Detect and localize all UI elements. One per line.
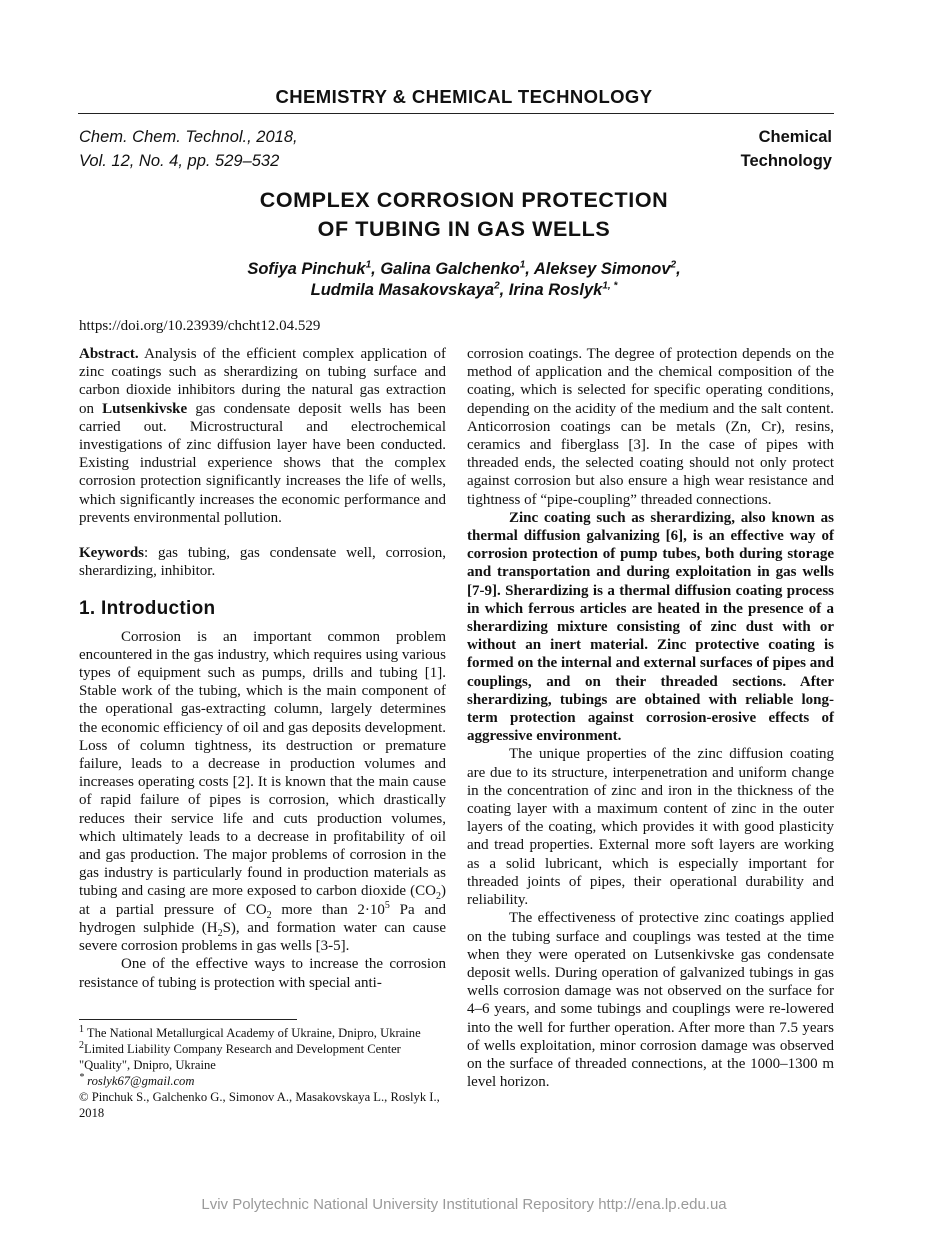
author-affiliation-mark: 1: [519, 259, 526, 271]
author-affiliation-mark: 2: [494, 280, 500, 292]
article-title-line-1: COMPLEX CORROSION PROTECTION: [259, 188, 669, 212]
body-text: more than 2·10: [271, 901, 385, 918]
author-affiliation-mark: 2: [670, 259, 677, 271]
author-line-1: [0, 259, 928, 280]
subscript: 2: [266, 909, 272, 921]
author-affiliation-mark: 1: [365, 259, 372, 271]
journal-section-line-2: Technology: [740, 152, 832, 170]
author-separator: ,: [525, 260, 534, 278]
footnote-copyright: © Pinchuk S., Galchenko G., Simonov A., Masakovskaya L., Roslyk I., 2018: [79, 1090, 440, 1120]
footnote-mark: 2: [79, 1039, 84, 1051]
abstract-paragraph: [79, 345, 446, 527]
author-affiliation-mark: 1, *: [602, 280, 618, 292]
footnote-affiliation-2: [79, 1041, 449, 1057]
author-name: Sofiya Pinchuk: [247, 260, 366, 278]
body-text: Pa and hydrogen sulphide (H: [79, 901, 446, 936]
author-line-2: [0, 280, 928, 301]
footnote-text: The National Metallurgical Academy of Ukraine, Dnipro, Ukraine: [84, 1026, 421, 1040]
keywords-label: Keywords: [79, 545, 144, 562]
article-title-line-2: OF TUBING IN GAS WELLS: [317, 217, 611, 241]
body-paragraph: One of the effective ways to increase the corrosion resistance of tubing is protection with special anti-: [79, 956, 446, 991]
keywords-paragraph: [79, 544, 446, 580]
section-heading-introduction: 1. Introduction: [79, 598, 216, 620]
author-separator: ,: [499, 281, 509, 299]
article-title: [0, 186, 928, 244]
subscript: 2: [217, 927, 223, 939]
right-column: [467, 345, 834, 1091]
footnotes: [79, 1025, 449, 1121]
keywords-text: : gas tubing, gas condensate well, corrosion, sherardizing, inhibitor.: [79, 545, 446, 580]
footnote-mark: 1: [79, 1023, 84, 1035]
author-name: Irina Roslyk: [508, 281, 603, 299]
abstract-label: Abstract.: [79, 346, 139, 362]
superscript: 5: [384, 899, 390, 911]
body-paragraph: [79, 628, 446, 956]
author-separator: ,: [676, 260, 681, 278]
citation-block: [79, 125, 298, 173]
footnote-affiliation-2-cont: "Quality", Dnipro, Ukraine: [79, 1058, 216, 1072]
body-paragraph: corrosion coatings. The degree of protection depends on the method of application and the chemical composition of the coating, which is selected for specific operating conditions, depending on the acidity of the medium and the salt content. Anticorrosion coatings can be metals (Zn, Cr), resins, ceramics and fiberglass [3]. In the case of pipes with threaded ends, the selected coating should not only protect against corrosion but also ensure a high wear resistance and tightness of “pipe-coupling” threaded connections.: [467, 346, 834, 508]
citation-line-2: Vol. 12, No. 4, pp. 529–532: [79, 152, 280, 170]
abstract-text: Analysis of the efficient complex application of zinc coatings such as sherardizing on tubing surface and carbon dioxide inhibitors during the natural gas extraction on: [79, 346, 446, 417]
footnote-text: Limited Liability Company Research and Development Center: [84, 1042, 401, 1056]
citation-line-1: Chem. Chem. Technol., 2018,: [79, 128, 298, 146]
body-text: S), and formation water can cause severe corrosion problems in gas wells [3-5].: [79, 919, 446, 955]
author-name: Ludmila Masakovskaya: [310, 281, 495, 299]
body-paragraph-sherardizing: Zinc coating such as sherardizing, also known as thermal diffusion galvanizing [6], is an effective way of corrosion protection of pump tubes, both during storage and transportation and during exploitation in gas wells [7-9]. Sherardizing is a thermal diffusion coating process in which ferrous articles are heated in the presence of a sherardizing mixture consisting of zinc dust with or without an inert material. Zinc protective coating is formed on the internal and external surfaces of pipes and couplings, and on their threaded sections. After sherardizing, tubings are obtained with reliable long-term protection against corrosion-erosive effects of aggressive environment.: [467, 509, 834, 745]
footnote-affiliation-1: [79, 1025, 449, 1041]
body-text: ) at a partial pressure of CO: [79, 883, 446, 918]
body-paragraph: The unique properties of the zinc diffusion coating are due to its structure, interpenetration and uniform change in the concentration of zinc and iron in the thickness of the coating layer with a maximum content of zinc in the outer layers of the coating, which provides it with good plasticity and tread properties. External more soft layers are working as a solid lubricant, which is especially important for threaded joints of pipes, their operational durability and reliability.: [467, 746, 834, 909]
header-rule: [78, 113, 834, 114]
abstract-text: gas condensate deposit wells has been carried out. Microstructural and electrochemical investigations of zinc diffusion layer have been conducted. Existing industrial experience shows that the complex corrosion protection significantly increases the life of wells, which significantly increases the economic performance and prevents environmental pollution.: [79, 400, 447, 526]
footnote-rule: [79, 1019, 297, 1020]
footnote-mark: *: [79, 1071, 84, 1083]
footnote-text[interactable]: roslyk67@gmail.com: [84, 1074, 195, 1088]
author-name: Aleksey Simonov: [533, 260, 671, 278]
abstract-deposit-name: Lutsenkivske: [102, 400, 188, 417]
doi-link[interactable]: https://doi.org/10.23939/chcht12.04.529: [79, 318, 321, 334]
repository-footer: Lviv Polytechnic National University Institutional Repository http://ena.lp.edu.ua: [201, 1196, 727, 1213]
journal-section-line-1: Chemical: [758, 128, 832, 146]
author-separator: ,: [371, 260, 381, 278]
author-name: Galina Galchenko: [380, 260, 520, 278]
author-list: [0, 259, 928, 301]
journal-name: CHEMISTRY & CHEMICAL TECHNOLOGY: [275, 86, 653, 107]
footnote-email: [79, 1073, 449, 1089]
left-column: [79, 345, 446, 992]
journal-section: [741, 125, 832, 173]
subscript: 2: [436, 891, 441, 903]
body-text: Corrosion is an important common problem encountered in the gas industry, which requires using various types of equipment such as pumps, drills and tubing [1]. Stable work of the tubing, which is the main component of the operational gas-extracting column, largely determines the economic efficiency of oil and gas deposits development. Loss of column tightness, its destruction or premature failure, leads to a decrease in production volumes and increases operating costs [2]. It is known that the main cause of rapid failure of pipes is corrosion, which drastically reduces their service life and cuts production volumes, which ultimately leads to a decrease in profitability of oil and gas production. The major problems of corrosion in the gas industry is particularly found in production materials as tubing and casing are more exposed to carbon dioxide (CO: [79, 628, 446, 900]
body-paragraph: The effectiveness of protective zinc coatings applied on the tubing surface and couplings was tested at the time when they were operated on Lutsenkivske gas condensate deposit wells. During operation of galvanized tubings in gas wells corrosion damage was not observed on the surface for 4–6 years, and some tubings and couplings were re-lowered into the well for further operation. After more than 7.5 years of wells exploitation, minor corrosion damage was observed on the surface of threaded connections, at the 1000–1300 m level horizon.: [467, 910, 834, 1091]
